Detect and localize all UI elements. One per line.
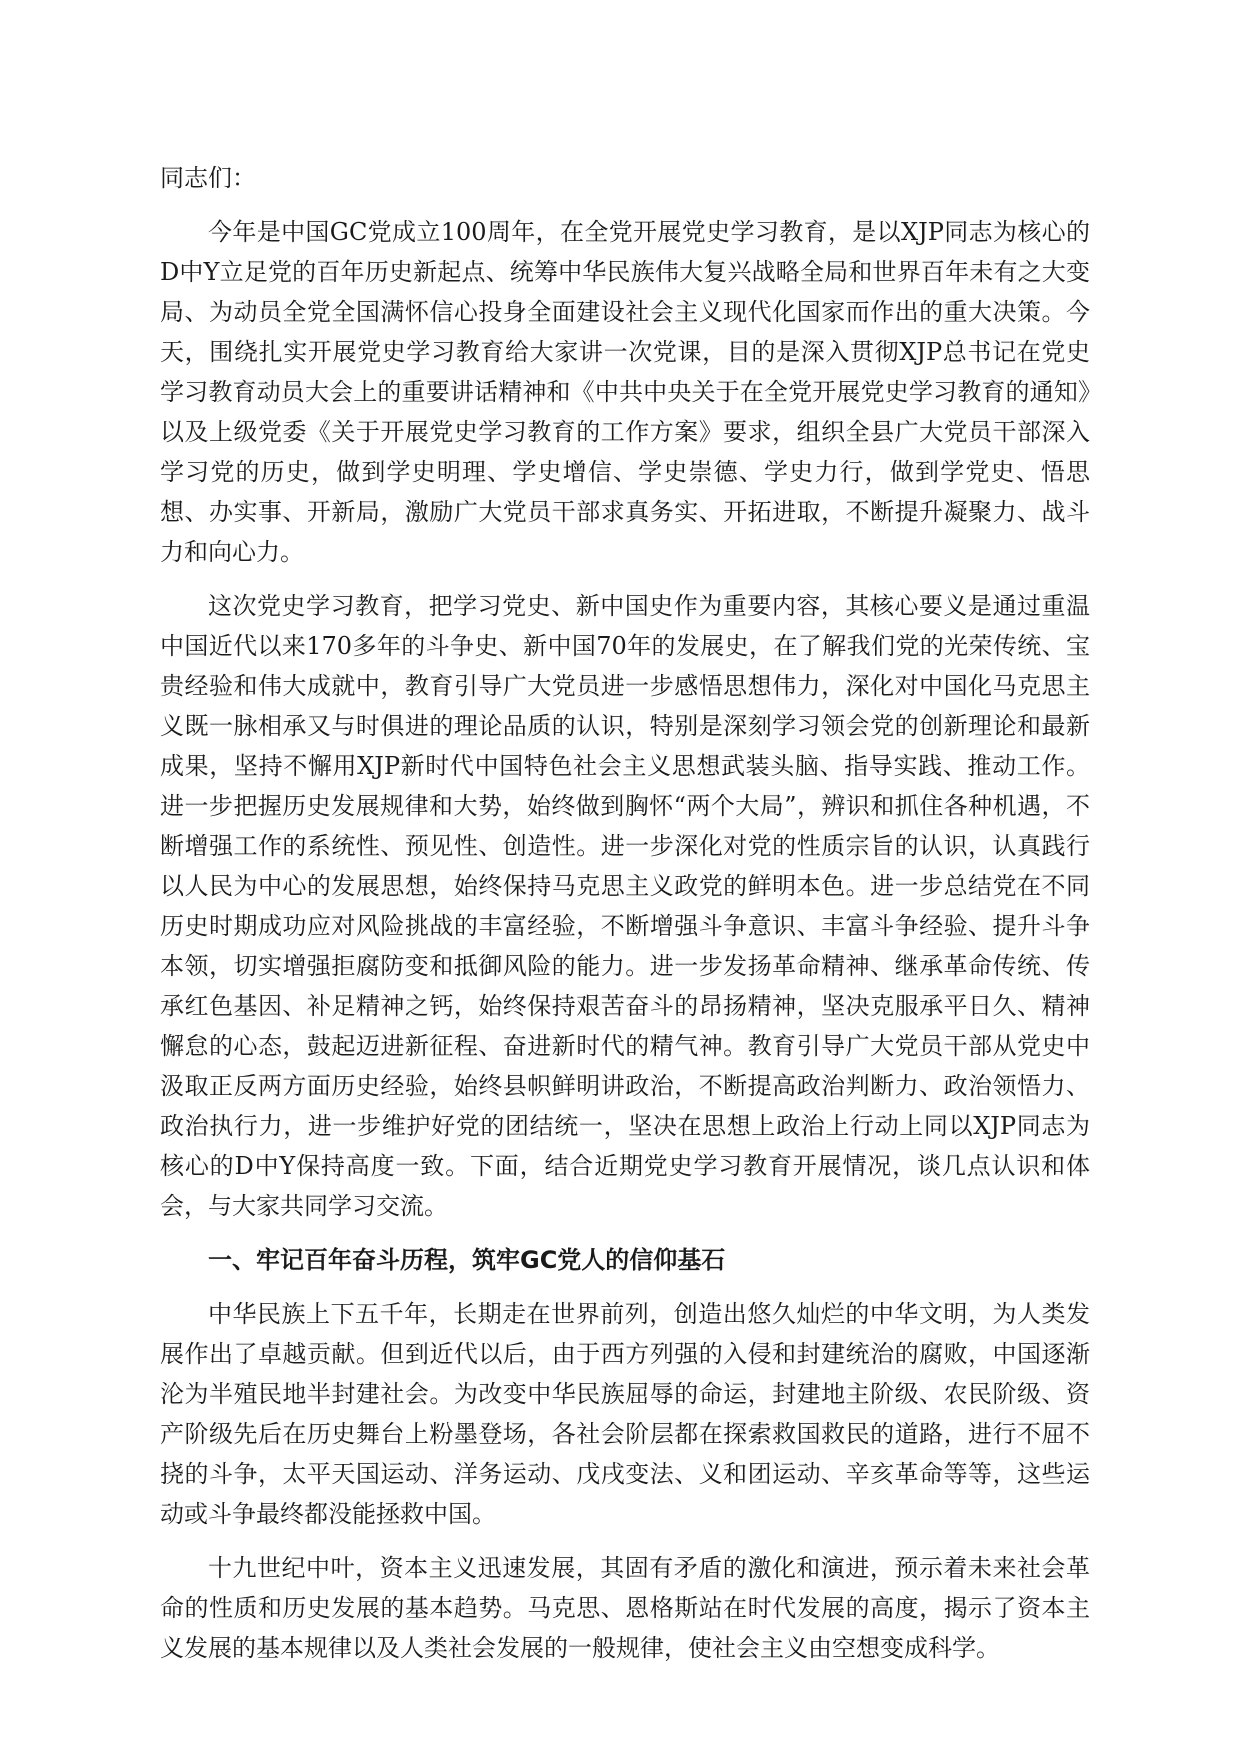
paragraph-core-meaning: 这次党史学习教育，把学习党史、新中国史作为重要内容，其核心要义是通过重温中国近代以来170多年的斗争史、新中国70年的发展史，在了解我们党的光荣传统、宝贵经验和伟大成就中，教育引导广大党员进一步感悟思想伟力，深化对中国化马克思主义既一脉相承又与时俱进的理论品质的认识，特别是深刻学习领会党的创新理论和最新成果，坚持不懈用XJP新时代中国特色社会主义思想武装头脑、指导实践、推动工作。进一步把握历史发展规律和大势，始终做到胸怀“两个大局”，辨识和抓住各种机遇，不断增强工作的系统性、预见性、创造性。进一步深化对党的性质宗旨的认识，认真践行以人民为中心的发展思想，始终保持马克思主义政党的鲜明本色。进一步总结党在不同历史时期成功应对风险挑战的丰富经验，不断增强斗争意识、丰富斗争经验、提升斗争本领，切实增强拒腐防变和抵御风险的能力。进一步发扬革命精神、继承革命传统、传承红色基因、补足精神之钙，始终保持艰苦奋斗的昂扬精神，坚决克服承平日久、精神懈怠的心态，鼓起迈进新征程、奋进新时代的精气神。教育引导广大党员干部从党史中汲取正反两方面历史经验，始终县帜鲜明讲政治，不断提高政治判断力、政治领悟力、政治执行力，进一步维护好党的团结统一，坚决在思想上政治上行动上同以XJP同志为核心的D中Y保持高度一致。下面，结合近期党史学习教育开展情况，谈几点认识和体会，与大家共同学习交流。 xyxy=(160,592,1090,1220)
paragraph-history: 中华民族上下五千年，长期走在世界前列，创造出悠久灿烂的中华文明，为人类发展作出了卓越贡献。但到近代以后，由于西方列强的入侵和封建统治的腐败，中国逐渐沦为半殖民地半封建社会。为改变中华民族屈辱的命运，封建地主阶级、农民阶级、资产阶级先后在历史舞台上粉墨登场，各社会阶层都在探索救国救民的道路，进行不屈不挠的斗争，太平天国运动、洋务运动、戊戌变法、义和团运动、辛亥革命等等，这些运动或斗争最终都没能拯救中国。 xyxy=(160,1300,1090,1528)
section-heading: 一、牢记百年奋斗历程，筑牢GC党人的信仰基石 xyxy=(208,1246,726,1274)
salutation: 同志们： xyxy=(160,164,256,192)
paragraph-intro: 今年是中国GC党成立100周年，在全党开展党史学习教育，是以XJP同志为核心的D中Y立足党的百年历史新起点、统筹中华民族伟大复兴战略全局和世界百年未有之大变局、为动员全党全国满怀信心投身全面建设社会主义现代化国家而作出的重大决策。今天，围绕扎实开展党史学习教育给大家讲一次党课，目的是深入贯彻XJP总书记在党史学习教育动员大会上的重要讲话精神和《中共中央关于在全党开展党史学习教育的通知》以及上级党委《关于开展党史学习教育的工作方案》要求，组织全县广大党员干部深入学习党的历史，做到学史明理、学史增信、学史崇德、学史力行，做到学党史、悟思想、办实事、开新局，激励广大党员干部求真务实、开拓进取，不断提升凝聚力、战斗力和向心力。 xyxy=(160,218,1090,566)
paragraph-marxism: 十九世纪中叶，资本主义迅速发展，其固有矛盾的激化和演进，预示着未来社会革命的性质和历史发展的基本趋势。马克思、恩格斯站在时代发展的高度，揭示了资本主义发展的基本规律以及人类社会发展的一般规律，使社会主义由空想变成科学。 xyxy=(160,1554,1090,1662)
document-body xyxy=(160,158,1090,1682)
